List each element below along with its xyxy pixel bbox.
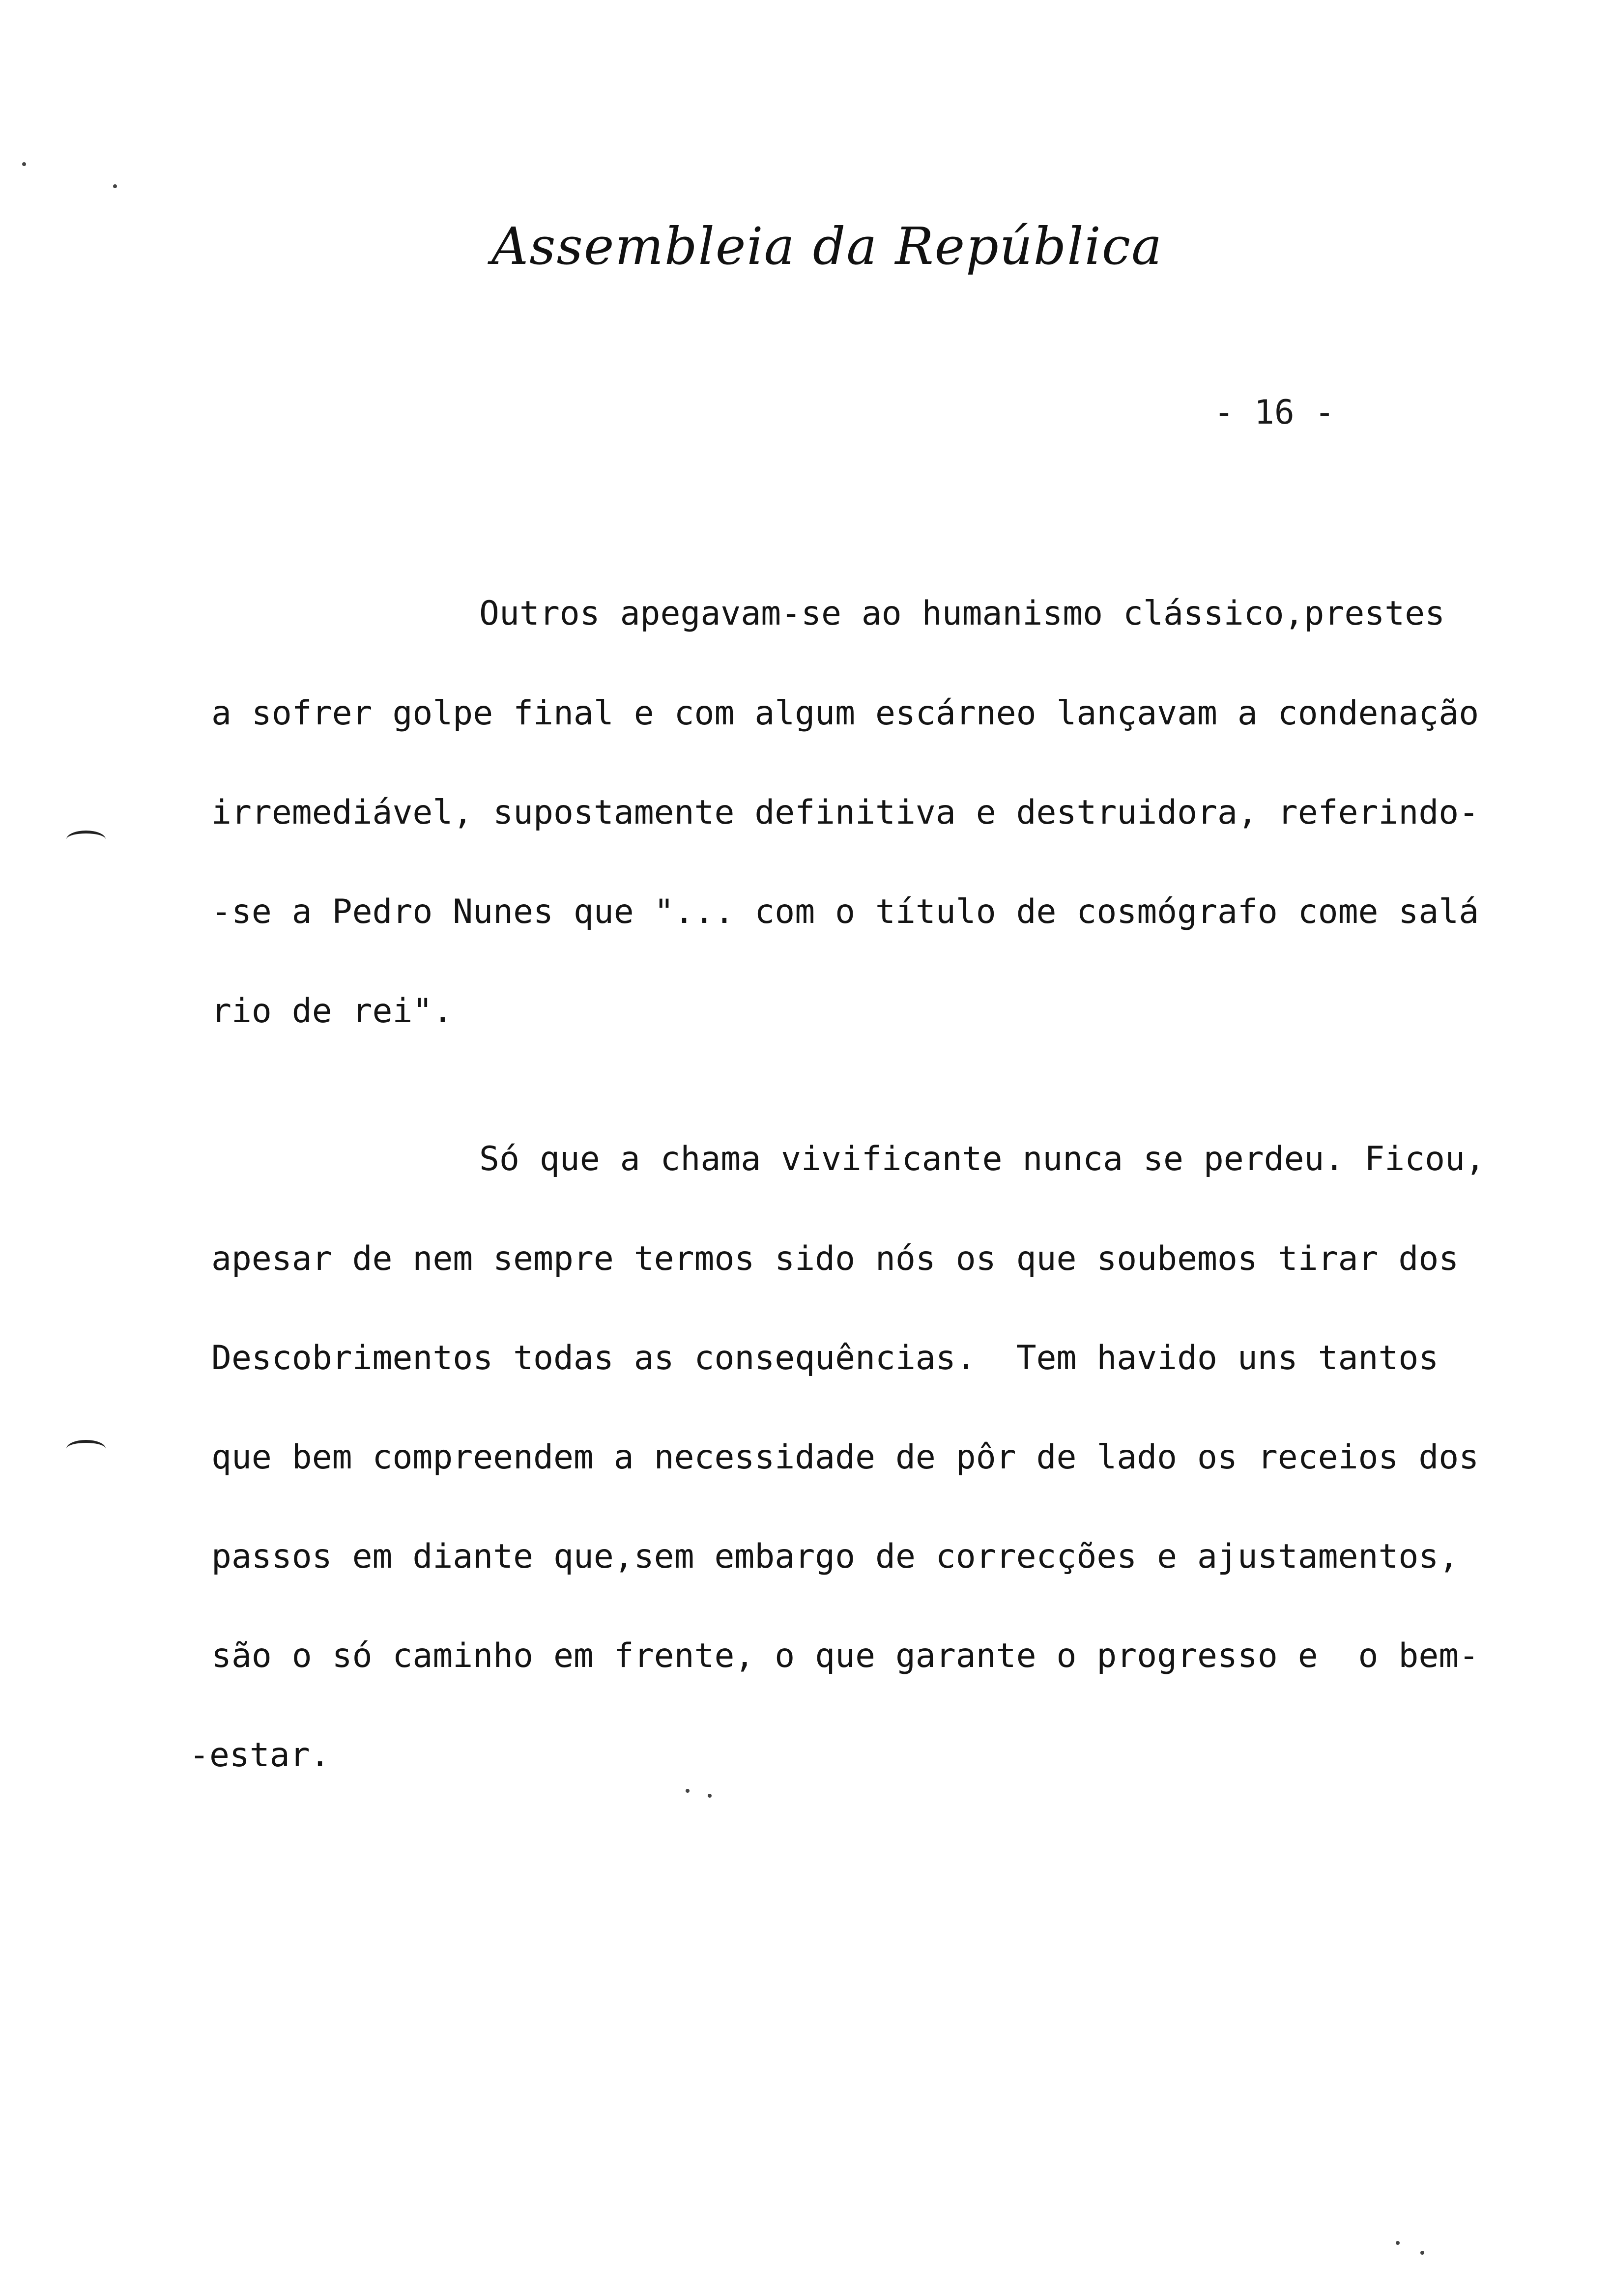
paragraph-line: são o só caminho em frente, o que garante o progresso e o bem- xyxy=(211,1636,1479,1675)
speck-mark xyxy=(686,1789,690,1793)
page-number: - 16 - xyxy=(1214,393,1335,432)
paragraph-line: a sofrer golpe final e com algum escárneo lançavam a condenação xyxy=(211,694,1479,733)
speck-mark xyxy=(1396,2241,1400,2245)
paragraph-line: apesar de nem sempre termos sido nós os que soubemos tirar dos xyxy=(211,1239,1459,1278)
paragraph-line: rio de rei". xyxy=(211,992,453,1031)
paragraph-line: Descobrimentos todas as consequências. Tem havido uns tantos xyxy=(211,1339,1439,1378)
paragraph-line: irremediável, supostamente definitiva e destruidora, referindo- xyxy=(211,793,1479,832)
speck-mark xyxy=(113,184,117,188)
speck-mark xyxy=(1420,2251,1424,2255)
hole-punch-mark xyxy=(66,1440,106,1458)
paragraph-line: -estar. xyxy=(189,1736,330,1775)
paragraph-line: Só que a chama vivificante nunca se perdeu. Ficou, xyxy=(479,1140,1485,1178)
hole-punch-mark xyxy=(66,831,106,848)
paragraph-line: Outros apegavam-se ao humanismo clássico,prestes xyxy=(479,594,1445,633)
letterhead-logo: Assembleia da República xyxy=(491,216,1163,276)
paragraph-line: passos em diante que,sem embargo de correcções e ajustamentos, xyxy=(211,1537,1459,1576)
paragraph-line: -se a Pedro Nunes que "... com o título de cosmógrafo come salá xyxy=(211,892,1479,931)
speck-mark xyxy=(22,162,26,166)
speck-mark xyxy=(708,1794,712,1798)
paragraph-line: que bem compreendem a necessidade de pôr de lado os receios dos xyxy=(211,1438,1479,1477)
